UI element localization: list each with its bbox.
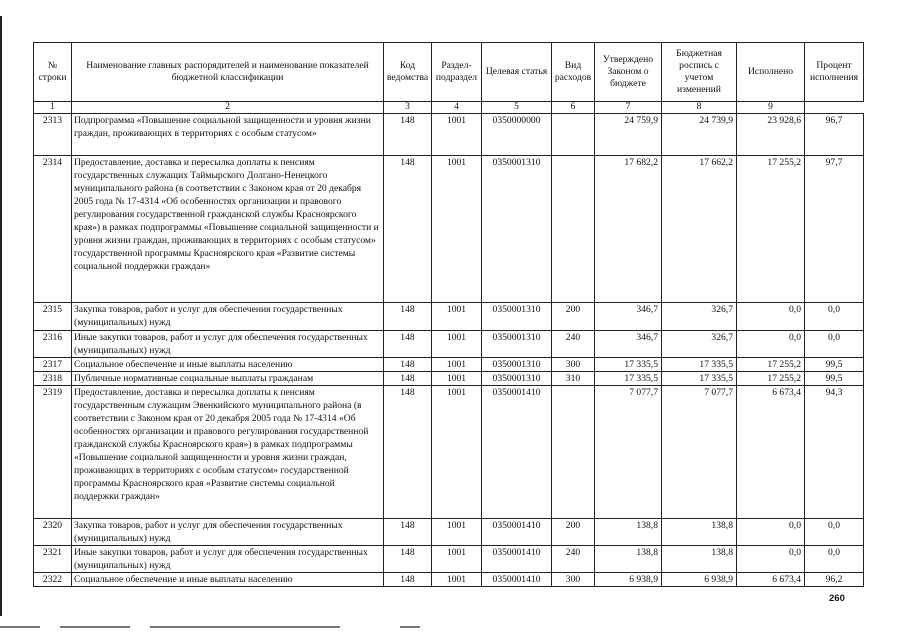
row-percent: 96,2 <box>805 573 864 587</box>
row-target-article: 0350001310 <box>482 331 552 358</box>
table-row <box>34 303 864 331</box>
row-number: 2321 <box>34 546 72 573</box>
row-department-code: 148 <box>384 303 432 331</box>
row-section: 1001 <box>432 573 482 587</box>
row-executed: 17 255,2 <box>737 156 805 303</box>
row-schedule: 24 739,9 <box>662 114 737 156</box>
row-department-code: 148 <box>384 331 432 358</box>
row-schedule: 17 335,5 <box>662 358 737 372</box>
row-target-article: 0350001310 <box>482 372 552 386</box>
row-executed: 0,0 <box>737 331 805 358</box>
row-number: 2313 <box>34 114 72 156</box>
row-expense-type <box>552 114 595 156</box>
row-approved: 17 682,2 <box>595 156 662 303</box>
header-expense-type: Вид расходов <box>552 43 595 102</box>
row-schedule: 138,8 <box>662 546 737 573</box>
row-section: 1001 <box>432 303 482 331</box>
row-executed: 0,0 <box>737 546 805 573</box>
row-number: 2322 <box>34 573 72 587</box>
row-executed: 6 673,4 <box>737 573 805 587</box>
row-expense-type <box>552 386 595 519</box>
row-section: 1001 <box>432 546 482 573</box>
header-name: Наименование главных распорядителей и наименование показателей бюджетной классификации <box>72 43 384 102</box>
row-target-article: 0350001410 <box>482 519 552 546</box>
row-expense-type: 300 <box>552 358 595 372</box>
row-name: Предоставление, доставка и пересылка доплаты к пенсиям государственным служащим Эвенкийского муниципального района (в соответствии с Законом края от 20 декабря 2005 года № 17-4314 «Об особенностях организации и правового регулирования государственной гражданской службы Красноярского края») в рамках подпрограммы «Повышение социальной защищенности и уровня жизни граждан, проживающих в территориях с особым статусом» государственной программы Красноярского края «Развитие системы социальной поддержки граждан» <box>72 386 384 519</box>
table-row <box>34 114 864 156</box>
row-schedule: 17 662,2 <box>662 156 737 303</box>
row-department-code: 148 <box>384 114 432 156</box>
column-number: 4 <box>432 102 482 114</box>
row-number: 2317 <box>34 358 72 372</box>
header-row-number: № строки <box>34 43 72 102</box>
row-target-article: 0350000000 <box>482 114 552 156</box>
row-name: Закупка товаров, работ и услуг для обеспечения государственных (муниципальных) нужд <box>72 519 384 546</box>
table-row <box>34 386 864 519</box>
column-number: 8 <box>662 102 737 114</box>
row-expense-type: 200 <box>552 303 595 331</box>
row-department-code: 148 <box>384 573 432 587</box>
row-section: 1001 <box>432 372 482 386</box>
row-department-code: 148 <box>384 358 432 372</box>
row-target-article: 0350001410 <box>482 546 552 573</box>
row-section: 1001 <box>432 331 482 358</box>
row-approved: 6 938,9 <box>595 573 662 587</box>
table-header-row <box>34 43 864 102</box>
budget-execution-table <box>33 42 864 587</box>
row-approved: 346,7 <box>595 303 662 331</box>
row-target-article: 0350001410 <box>482 386 552 519</box>
row-percent: 0,0 <box>805 546 864 573</box>
row-executed: 17 255,2 <box>737 372 805 386</box>
row-number: 2315 <box>34 303 72 331</box>
row-target-article: 0350001310 <box>482 303 552 331</box>
row-department-code: 148 <box>384 546 432 573</box>
row-name: Подпрограмма «Повышение социальной защищенности и уровня жизни граждан, проживающих в территориях с особым статусом» <box>72 114 384 156</box>
row-percent: 97,7 <box>805 156 864 303</box>
row-approved: 138,8 <box>595 546 662 573</box>
row-approved: 346,7 <box>595 331 662 358</box>
row-percent: 96,7 <box>805 114 864 156</box>
row-percent: 99,5 <box>805 358 864 372</box>
header-budget-schedule: Бюджетная роспись с учетом изменений <box>662 43 737 102</box>
row-executed: 17 255,2 <box>737 358 805 372</box>
row-section: 1001 <box>432 519 482 546</box>
row-name: Иные закупки товаров, работ и услуг для обеспечения государственных (муниципальных) нужд <box>72 331 384 358</box>
row-section: 1001 <box>432 114 482 156</box>
column-number: 2 <box>72 102 384 114</box>
row-percent: 0,0 <box>805 303 864 331</box>
row-department-code: 148 <box>384 386 432 519</box>
column-number: 1 <box>34 102 72 114</box>
row-percent: 99,5 <box>805 372 864 386</box>
row-target-article: 0350001310 <box>482 358 552 372</box>
row-executed: 23 928,6 <box>737 114 805 156</box>
row-expense-type <box>552 156 595 303</box>
row-approved: 24 759,9 <box>595 114 662 156</box>
table-row <box>34 546 864 573</box>
row-schedule: 17 335,5 <box>662 372 737 386</box>
row-executed: 6 673,4 <box>737 386 805 519</box>
table-row <box>34 372 864 386</box>
column-number: 9 <box>737 102 805 114</box>
row-number: 2318 <box>34 372 72 386</box>
row-percent: 94,3 <box>805 386 864 519</box>
header-department-code: Код ведомства <box>384 43 432 102</box>
row-department-code: 148 <box>384 519 432 546</box>
row-expense-type: 200 <box>552 519 595 546</box>
table-row <box>34 519 864 546</box>
row-approved: 17 335,5 <box>595 358 662 372</box>
header-percent: Процент исполнения <box>805 43 864 102</box>
row-expense-type: 310 <box>552 372 595 386</box>
row-percent: 0,0 <box>805 331 864 358</box>
row-section: 1001 <box>432 386 482 519</box>
header-target-article: Целевая статья <box>482 43 552 102</box>
page-number: 260 <box>829 593 845 604</box>
header-section: Раздел-подраздел <box>432 43 482 102</box>
row-expense-type: 300 <box>552 573 595 587</box>
row-number: 2319 <box>34 386 72 519</box>
row-expense-type: 240 <box>552 546 595 573</box>
scan-bottom-artifact <box>0 626 905 629</box>
row-target-article: 0350001310 <box>482 156 552 303</box>
row-section: 1001 <box>432 156 482 303</box>
row-name: Закупка товаров, работ и услуг для обеспечения государственных (муниципальных) нужд <box>72 303 384 331</box>
column-number: 3 <box>384 102 432 114</box>
column-number: 6 <box>552 102 595 114</box>
row-schedule: 326,7 <box>662 331 737 358</box>
row-name: Социальное обеспечение и иные выплаты населению <box>72 358 384 372</box>
row-name: Иные закупки товаров, работ и услуг для обеспечения государственных (муниципальных) нужд <box>72 546 384 573</box>
table-row <box>34 573 864 587</box>
row-percent: 0,0 <box>805 519 864 546</box>
row-department-code: 148 <box>384 156 432 303</box>
row-name: Предоставление, доставка и пересылка доплаты к пенсиям государственных служащих Таймырского Долгано-Ненецкого муниципального района (в соответствии с Законом края от 20 декабря 2005 года № 17-4314 «Об особенностях организации и правового регулирования государственной гражданской службы Красноярского края») в рамках подпрограммы «Повышение социальной защищенности и уровня жизни граждан, проживающих в территориях с особым статусом» государственной программы Красноярского края «Развитие системы социальной поддержки граждан» <box>72 156 384 303</box>
row-name: Социальное обеспечение и иные выплаты населению <box>72 573 384 587</box>
row-schedule: 6 938,9 <box>662 573 737 587</box>
column-number-row <box>34 102 864 114</box>
row-approved: 17 335,5 <box>595 372 662 386</box>
row-schedule: 138,8 <box>662 519 737 546</box>
column-number: 5 <box>482 102 552 114</box>
row-expense-type: 240 <box>552 331 595 358</box>
row-schedule: 326,7 <box>662 303 737 331</box>
row-schedule: 7 077,7 <box>662 386 737 519</box>
row-target-article: 0350001410 <box>482 573 552 587</box>
scan-edge-line <box>0 16 2 616</box>
row-executed: 0,0 <box>737 303 805 331</box>
header-executed: Исполнено <box>737 43 805 102</box>
row-number: 2320 <box>34 519 72 546</box>
table-row <box>34 331 864 358</box>
row-department-code: 148 <box>384 372 432 386</box>
header-approved: Утверждено Законом о бюджете <box>595 43 662 102</box>
row-number: 2314 <box>34 156 72 303</box>
table-row <box>34 358 864 372</box>
row-number: 2316 <box>34 331 72 358</box>
row-approved: 138,8 <box>595 519 662 546</box>
row-executed: 0,0 <box>737 519 805 546</box>
row-name: Публичные нормативные социальные выплаты гражданам <box>72 372 384 386</box>
row-approved: 7 077,7 <box>595 386 662 519</box>
row-section: 1001 <box>432 358 482 372</box>
column-number: 7 <box>595 102 662 114</box>
table-row <box>34 156 864 303</box>
